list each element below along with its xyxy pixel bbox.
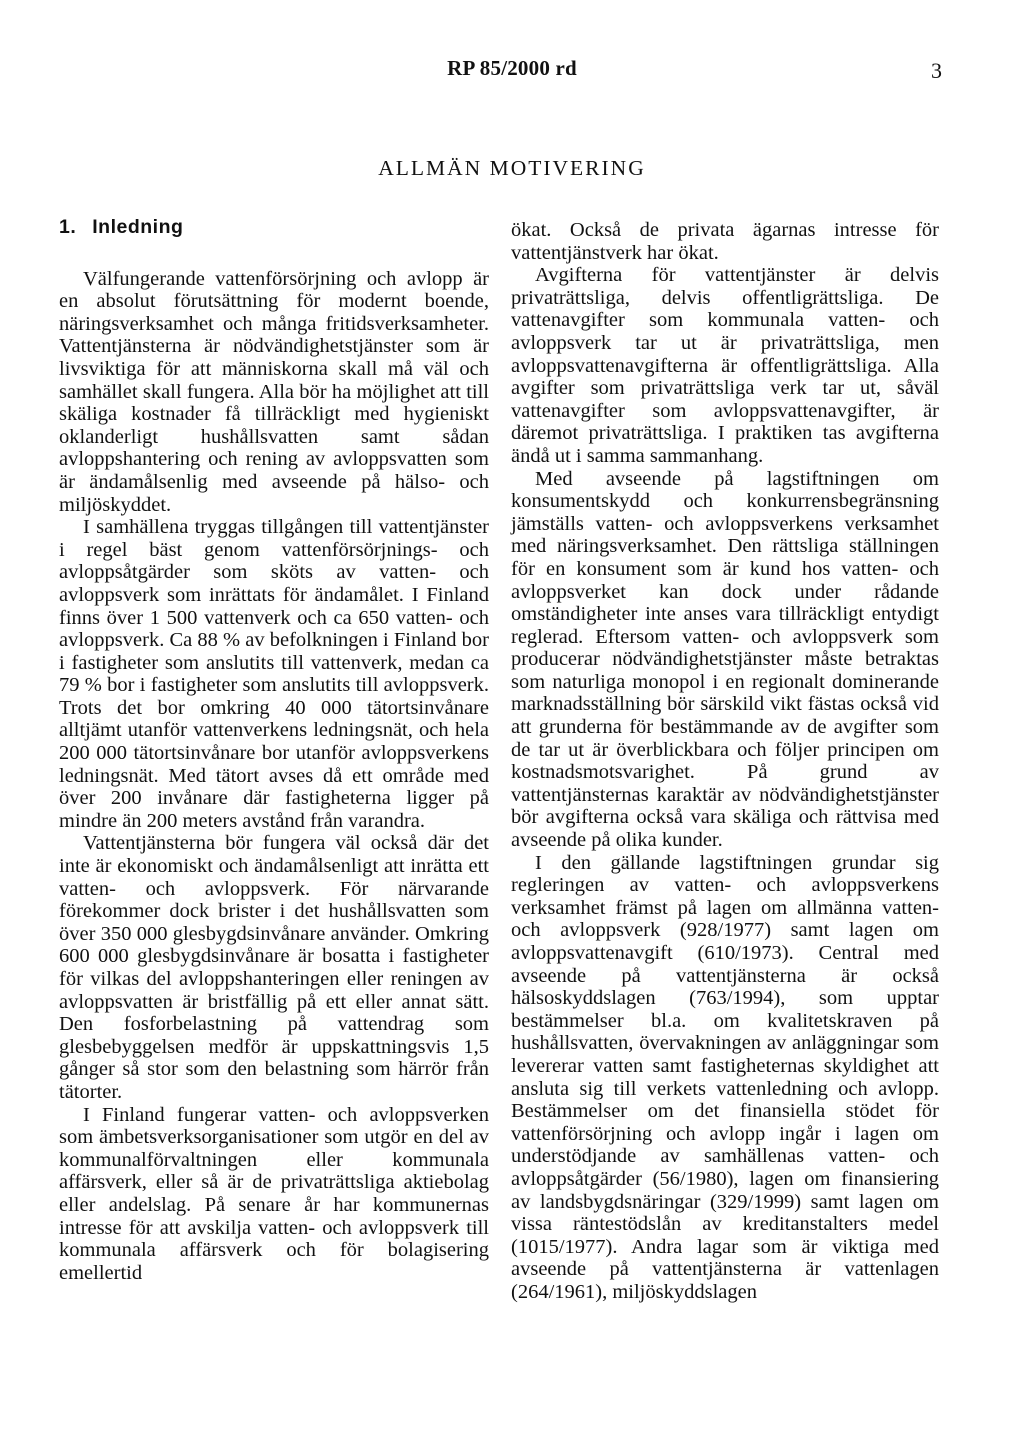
running-head: RP 85/2000 rd bbox=[447, 56, 577, 80]
page-number: 3 bbox=[931, 58, 942, 83]
subheading-text: Inledning bbox=[92, 216, 184, 238]
left-column bbox=[59, 216, 489, 1284]
page-header bbox=[0, 46, 1024, 86]
paragraph: Välfungerande vattenförsörjning och avlopp är en absolut förutsättning för modernt boende, näringsverksamhet och många fritidsverksamheter. Vattentjänsterna är nödvändighetstjänster som är livsviktiga för att människorna skall må väl och samhället skall fungera. Alla bör ha möjlighet att till skäliga kostnader få tillräckligt med hygieniskt oklanderligt hushållsvatten samt sådan avloppshantering och rening av avloppsvatten som är ändamålsenlig med avseende på hälso- och miljöskyddet. bbox=[59, 267, 489, 516]
section-title: ALLMÄN MOTIVERING bbox=[378, 156, 646, 180]
paragraph: Avgifterna för vattentjänster är delvis privaträttsliga, delvis offentligrättsliga. De vattenavgifter som kommunala vatten- och avloppsverk tar ut är privaträttsliga, men avloppsvattenavgifterna är offentligrättsliga. Alla avgifter som privaträttsliga verk tar ut, såväl vattenavgifter som avloppsvattenavgifter, är däremot privaträttsliga. I praktiken tas avgifterna ändå ut i samma sammanhang. bbox=[511, 264, 939, 467]
paragraph: I samhällena tryggas tillgången till vattentjänster i regel bäst genom vattenförsörjnings- och avloppsåtgärder som sköts av vatten- och avloppsverk som inrättats för ändamålet. I Finland finns över 1 500 vattenverk och ca 650 vatten- och avloppsverk. Ca 88 % av befolkningen i Finland bor i fastigheter som anslutits till vattenverk, medan ca 79 % bor i fastigheter som anslutits till avloppsverk. Trots det bor omkring 40 000 tätortsinvånare alltjämt utanför vattenverkens ledningsnät, och hela 200 000 tätortsinvånare bor utanför avloppsverkens ledningsnät. Med tätort avses då ett område med över 200 invånare där fastigheterna ligger på mindre än 200 meters avstånd från varandra. bbox=[59, 516, 489, 832]
subheading bbox=[59, 216, 489, 239]
subheading-number: 1. bbox=[59, 216, 77, 238]
paragraph: I Finland fungerar vatten- och avloppsverken som ämbetsverksorganisationer som utgör en del av kommunalförvaltningen eller kommunala affärsverk, eller så är de privaträttsliga aktiebolag eller andelslag. På senare år har kommunernas intresse för att avskilja vatten- och avloppsverk till kommunala affärsverk och för bolagisering emellertid bbox=[59, 1103, 489, 1284]
paragraph: ökat. Också de privata ägarnas intresse för vattentjänstverk har ökat. bbox=[511, 219, 939, 264]
paragraph: Vattentjänsterna bör fungera väl också där det inte är ekonomiskt och ändamålsenligt att inrätta ett vatten- och avloppsverk. För närvarande förekommer dock brister i det hushållsvatten som över 350 000 glesbygdsinvånare använder. Omkring 600 000 glesbygdsinvånare är bosatta i fastigheter för vilkas del avloppshanteringen eller reningen av avloppsvatten är bristfällig på ett eller annat sätt. Den fosforbelastning på vattendrag som glesbebyggelsen medför är uppskattningsvis 1,5 gånger så stor som den belastning som härrör från tätorter. bbox=[59, 832, 489, 1103]
paragraph: Med avseende på lagstiftningen om konsumentskydd och konkurrensbegränsning jämställs vatten- och avloppsverkens verksamhet med näringsverksamhet. Den rättsliga ställningen för en konsument som är kund hos vatten- och avloppsverket kan dock under rådande omständigheter inte anses vara tillräckligt entydigt reglerad. Eftersom vatten- och avloppsverk som producerar nödvändighetstjänster måste betraktas som naturliga monopol i en regionalt dominerande marknadsställning bör särskild vikt fästas också vid att grunderna för bestämmande av de avgifter som de tar ut är överblickbara och följer principen om kostnadsmotsvarighet. På grund av vattentjänsternas karaktär av nödvändighetstjänster bör avgifterna också vara skäliga och rättvisa med avseende på olika kunder. bbox=[511, 467, 939, 852]
paragraph: I den gällande lagstiftningen grundar sig regleringen av vatten- och avloppsverkens verksamhet främst på lagen om allmänna vatten- och avloppsverk (928/1977) samt lagen om avloppsvattenavgift (610/1973). Central med avseende på vattentjänsterna är också hälsoskyddslagen (763/1994), som upptar bestämmelser bl.a. om kvalitetskraven på hushållsvatten, övervakningen av anläggningar som levererar vatten samt fastigheternas skyldighet att ansluta sig till verkets vattenledning och avlopp. Bestämmelser om det finansiella stödet för vattenförsörjning och avlopp ingår i lagen om understödjande av samhällenas vatten- och avloppsåtgärder (56/1980), lagen om finansiering av landsbygdsnäringar (329/1999) samt lagen om vissa räntestödslån av kreditanstalters medel (1015/1977). Andra lagar som är viktiga med avseende på vattentjänsterna är vattenlagen (264/1961), miljöskyddslagen bbox=[511, 851, 939, 1303]
right-column bbox=[511, 219, 939, 1304]
